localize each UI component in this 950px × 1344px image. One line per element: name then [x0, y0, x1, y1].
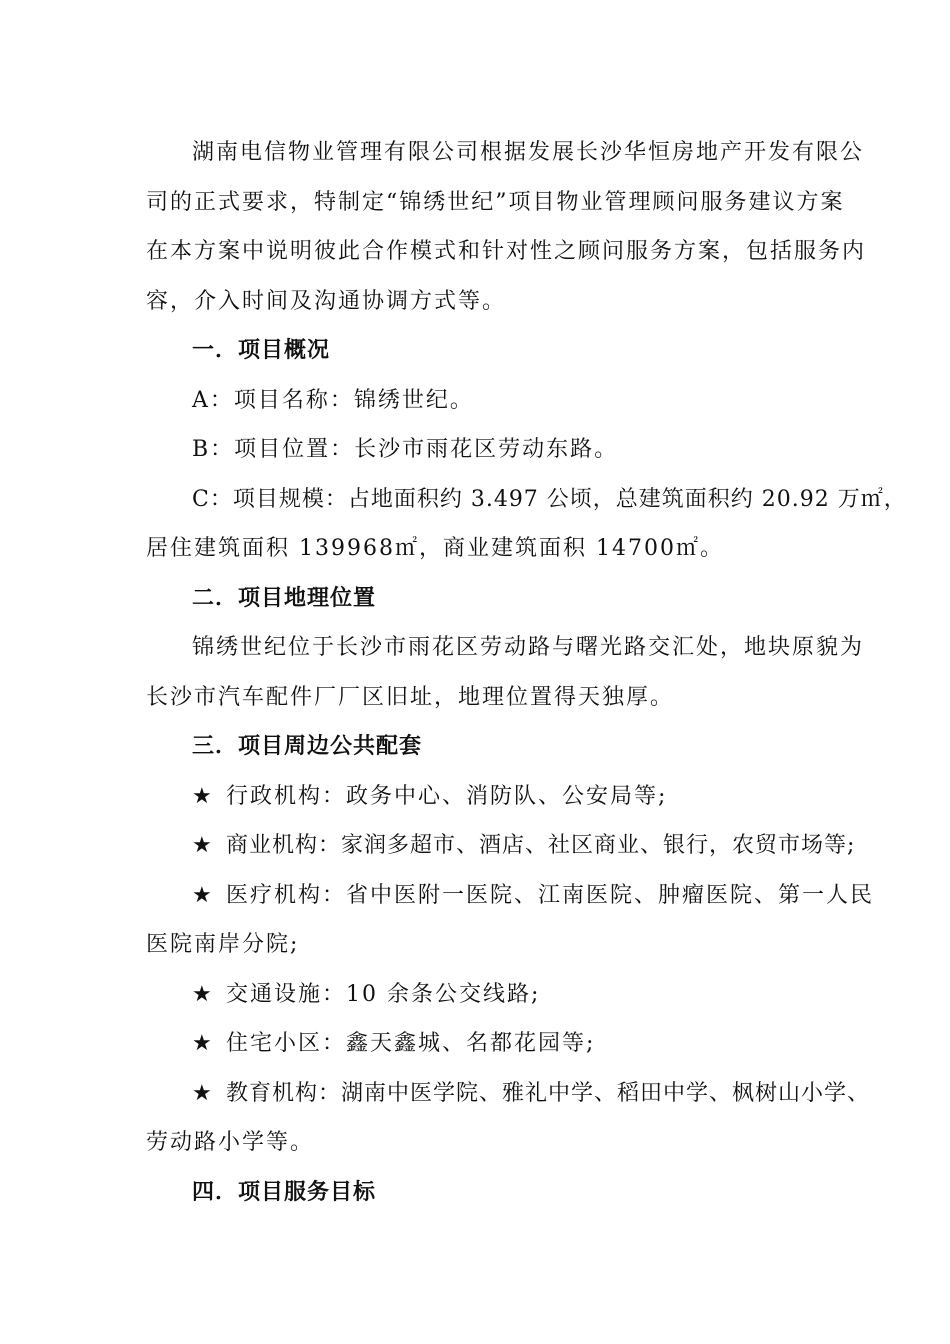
- section-1-heading: 一．项目概况: [192, 338, 331, 363]
- star-icon: ★: [192, 783, 214, 809]
- facility-item-text: 医疗机构：省中医附一医院、江南医院、肿瘤医院、第一人民: [226, 882, 875, 908]
- location-paragraph-line-1: 锦绣世纪位于长沙市雨花区劳动路与曙光路交汇处，地块原貌为: [192, 635, 865, 660]
- intro-line-3: 在本方案中说明彼此合作模式和针对性之顾问服务方案，包括服务内: [146, 239, 867, 264]
- intro-line-4: 容，介入时间及沟通协调方式等。: [146, 288, 507, 314]
- intro-line-2: 司的正式要求，特制定“锦绣世纪”项目物业管理顾问服务建议方案: [146, 189, 845, 215]
- star-icon: ★: [192, 882, 214, 908]
- section-2-heading: 二．项目地理位置: [192, 585, 377, 611]
- facility-item-transport: [146, 970, 846, 1020]
- facility-item-education-line-1: [146, 1069, 871, 1119]
- facility-item-education-line-2: 劳动路小学等。: [146, 1130, 315, 1155]
- project-name-item: A：项目名称：锦绣世纪。: [192, 387, 474, 413]
- intro-line-1: 湖南电信物业管理有限公司根据发展长沙华恒房地产开发有限公: [192, 140, 865, 165]
- facility-item-text: 教育机构：湖南中医学院、雅礼中学、稻田中学、枫树山小学、: [226, 1080, 871, 1106]
- facility-item-residential: [146, 1019, 846, 1069]
- facility-item-text: 行政机构：政务中心、消防队、公安局等;: [226, 783, 668, 809]
- project-location-item: B：项目位置：长沙市雨花区劳动东路。: [192, 437, 619, 462]
- project-scale-item-line-1: C：项目规模：占地面积约 3.497 公顷，总建筑面积约 20.92 万㎡，: [192, 486, 907, 512]
- document-body: [146, 128, 907, 1217]
- facility-item-text: 住宅小区：鑫天鑫城、名都花园等;: [226, 1031, 596, 1056]
- facility-item-medical-line-1: [146, 871, 875, 921]
- project-scale-item-line-2: 居住建筑面积 139968㎡，商业建筑面积 14700㎡。: [146, 536, 724, 561]
- section-4-heading: 四．项目服务目标: [192, 1179, 377, 1205]
- location-paragraph-line-2: 长沙市汽车配件厂厂区旧址，地理位置得天独厚。: [146, 684, 675, 710]
- section-3-heading: 三．项目周边公共配套: [192, 734, 423, 759]
- facility-item-text: 商业机构：家润多超市、酒店、社区商业、银行，农贸市场等;: [226, 833, 856, 858]
- facility-item-admin: [146, 772, 846, 822]
- star-icon: ★: [192, 1080, 213, 1106]
- facility-item-text: 交通设施：10 余条公交线路;: [226, 981, 541, 1007]
- star-icon: ★: [192, 981, 214, 1007]
- facility-item-medical-line-2: 医院南岸分院;: [146, 932, 300, 957]
- facility-item-commercial: [146, 821, 856, 871]
- star-icon: ★: [192, 833, 213, 858]
- star-icon: ★: [192, 1031, 214, 1056]
